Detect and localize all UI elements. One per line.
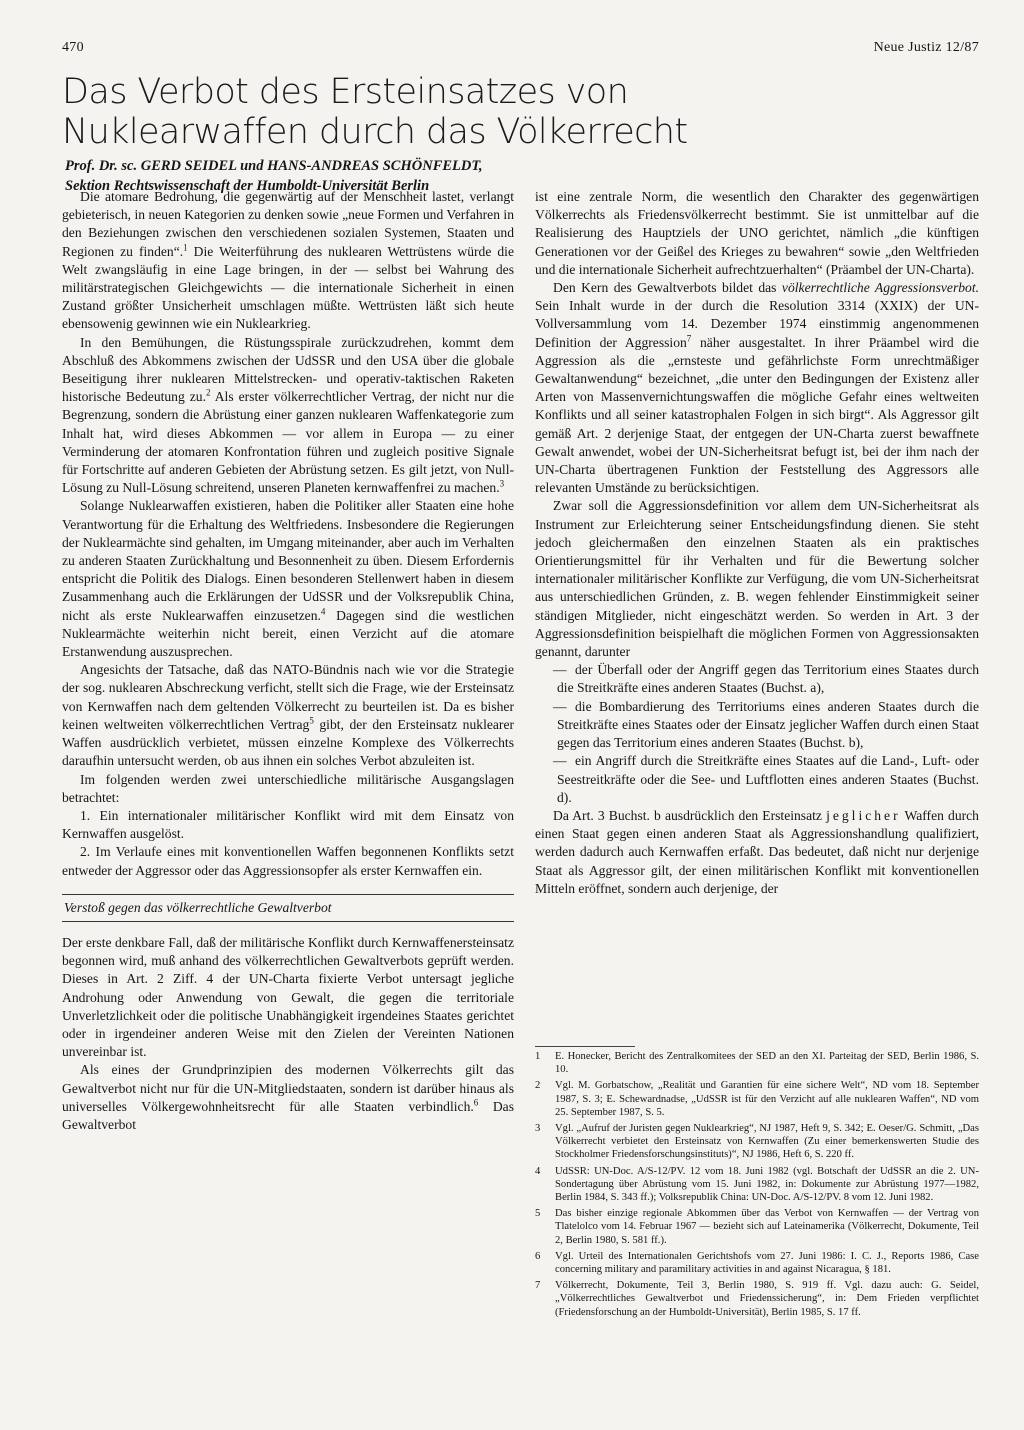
footnote-item: 3 Vgl. „Aufruf der Juristen gegen Nuklearkrieg“, NJ 1987, Heft 9, S. 342; E. Oeser/G. Schmitt, „Das Völkerrecht verbietet den Ersteinsatz von Kernwaffen (Zu einer bemerkenswerten Studie des Stockholmer Friedensforschungsinstituts)“, NJ 1986, Heft 6, S. 220 ff. xyxy=(535,1123,979,1161)
footnote-item: 1 E. Honecker, Bericht des Zentralkomitees der SED an den XI. Parteitag der SED, Berlin 1986, S. 10. xyxy=(535,1051,979,1076)
paragraph: Angesichts der Tatsache, daß das NATO-Bündnis nach wie vor die Strategie der sog. nuklearen Abschreckung verficht, stellt sich die Frage, wie der Ersteinsatz von Kernwaffen nach dem geltenden Völkerrecht zu beurteilen ist. Da es bisher keinen weltweiten völkerrechtlichen Vertrag$^5$ gibt, der den Ersteinsatz nuklearer Waffen ausdrücklich verbietet, müssen einzelne Komplexe des Völkerrechts daraufhin untersucht werden, ob aus ihnen ein solches Verbot abzuleiten ist. xyxy=(62,662,515,769)
list-item: 1. Ein internationaler militärischer Konflikt wird mit dem Einsatz von Kernwaffen ausgelöst. xyxy=(62,807,514,842)
paragraph: Da Art. 3 Buchst. b ausdrücklich den Ersteinsatz jeglicher Waffen durch einen Staat gegen einen anderen Staat als Aggressionshandlung qualifiziert, werden dadurch auch Kernwaffen erfaßt. Das bedeutet, daß nicht nur derjenige Staat als Aggressor gilt, der einen militärischen Konflikt mit konventionellen Mitteln eröffnet, sondern auch derjenige, der xyxy=(535,807,979,896)
paragraph: Als eines der Grundprinzipien des modernen Völkerrechts gilt das Gewaltverbot nicht nur für die UN-Mitgliedstaaten, sondern ist darüber hinaus als universelles Völkergewohnheitsrecht für alle Staaten verbindlich.$^6$ Das Gewaltverbot xyxy=(62,1062,514,1132)
footnote-divider xyxy=(535,1046,635,1047)
list-item: — ein Angriff durch die Streitkräfte eines Staates auf die Land-, Luft- oder Seestreitkräfte oder die See- und Luftflotten eines anderen Staates (Buchst. d). xyxy=(535,752,979,807)
paragraph: Solange Nuklearwaffen existieren, haben die Politiker aller Staaten eine hohe Verantwortung für die Erhaltung des Weltfriedens. Insbesondere die Regierungen der Nuklearmächte sind gehalten, im Umgang miteinander, aber auch im Verhalten zu anderen Staaten Zurückhaltung und Besonnenheit zu üben. Diesem Erfordernis entspricht die Politik des Dialogs. Einen besonderen Stellenwert haben in diesem Zusammenhang auch die Erklärungen der UdSSR und der Volksrepublik China, nicht als erste Nuklearwaffen einzusetzen.$^4$ Dagegen sind die westlichen Nuklearmächte weiterhin nicht bereit, einen Verzicht auf die atomare Erstanwendung auszusprechen. xyxy=(62,498,514,660)
article-title: Das Verbot des Ersteinsatzes von Nuklearwaffen durch das Völkerrecht xyxy=(62,72,688,152)
affiliation-line: Sektion Rechtswissenschaft der Humboldt-Universität Berlin xyxy=(65,178,430,194)
footnote-ref[interactable]: 4 xyxy=(320,606,326,617)
footnotes xyxy=(535,1050,979,1322)
paragraph: ist eine zentrale Norm, die wesentlich den Charakter des gegenwärtigen Völkerrechts als Friedensvölkerrecht bestimmt. Sie ist unmittelbar auf die Realisierung des Hauptziels der UNO gerichtet, nämlich „die künftigen Generationen vor der Geißel des Krieges zu bewahren“ sowie „den Weltfrieden und die internationale Sicherheit aufrechtzuerhalten“ (Präambel der UN-Charta). xyxy=(535,189,979,277)
list-item: 2. Im Verlaufe eines mit konventionellen Waffen begonnenen Konflikts setzt entweder der Aggressor oder das Aggressionsopfer als erster Kernwaffen ein. xyxy=(62,844,514,878)
footnote-item: 5 Das bisher einzige regionale Abkommen über das Verbot von Kernwaffen — der Vertrag von Tlatelolco vom 14. Februar 1967 — bezieht sich auf Lateinamerika (Völkerrecht, Dokumente, Teil 2, Berlin 1980, S. 581 ff.). xyxy=(535,1208,979,1246)
paragraph: Zwar soll die Aggressionsdefinition vor allem dem UN-Sicherheitsrat als Instrument zur Erleichterung seiner Entscheidungsfindung dienen. Sie steht jedoch gleichermaßen den einzelnen Staaten als ein praktisches Orientierungsmittel für ihr Verhalten und für die Bewertung solcher internationaler militärischer Konflikte zur Verfügung, die vom UN-Sicherheitsrat aus unterschiedlichen Gründen, z. B. wegen fehlender Einstimmigkeit seiner ständigen Mitglieder, nicht eingeschätzt werden. So werden in Art. 3 der Aggressionsdefinition beispielhaft die möglichen Formen von Aggressionsakten genannt, darunter xyxy=(535,498,979,660)
emphasis: völkerrechtliche Aggressionsverbot. xyxy=(781,280,980,296)
footnote-ref[interactable]: 5 xyxy=(309,715,314,726)
section-heading: Verstoß gegen das völkerrechtliche Gewaltverbot xyxy=(62,894,514,922)
footnote-ref[interactable]: 3 xyxy=(499,478,505,489)
paragraph: Im folgenden werden zwei unterschiedliche militärische Ausgangslagen betrachtet: xyxy=(62,771,514,805)
footnote-item: 2 Vgl. M. Gorbatschow, „Realität und Garantien für eine sichere Welt“, ND vom 18. September 1987, S. 3; E. Schewardnadse, „UdSSR ist für den Verzicht auf alle nuklearen Waffen“, ND vom 25. September 1987, S. 5. xyxy=(535,1080,979,1118)
journal-issue: Neue Justiz 12/87 xyxy=(873,40,979,55)
page-number: 470 xyxy=(62,40,84,55)
list-item: — der Überfall oder der Angriff gegen das Territorium eines Staates durch die Streitkräfte eines anderen Staates (Buchst. a), xyxy=(535,661,979,697)
footnote-ref[interactable]: 2 xyxy=(206,387,211,398)
paragraph: In den Bemühungen, die Rüstungsspirale zurückzudrehen, kommt dem Abschluß des Abkommens zwischen der UdSSR und den USA über die globale Beseitigung ihrer nuklearen Mittelstrecken- und operativ-taktischen Raketen historische Bedeutung zu.$^2$ Als erster völkerrechtlicher Vertrag, der nicht nur die Begrenzung, sondern die Abrüstung einer ganzen nuklearen Waffenkategorie zum Inhalt hat, wird dieses Abkommen — vor allem in Europa — zu einer Verminderung der atomaren Konfrontation führen und zugleich positive Signale für Fortschritte auf anderen Gebieten der Abrüstung setzen. Es gilt jetzt, von Null-Lösung zu Null-Lösung schreitend, unseren Planeten kernwaffenfrei zu machen.$^3$ xyxy=(62,334,514,496)
left-column xyxy=(62,188,514,1134)
footnote-item: 4 UdSSR: UN-Doc. A/S-12/PV. 12 vom 18. Juni 1982 (vgl. Botschaft der UdSSR an die 2. UN-Sondertagung über Abrüstung vom 15. Juni 1982, in: Dokumente zur Abrüstung 1977—1982, Berlin 1984, S. 343 ff.); Volksrepublik China: UN-Doc. A/S-12/PV. 8 vom 12. Juni 1982. xyxy=(535,1165,979,1204)
footnote-ref[interactable]: 7 xyxy=(686,333,692,344)
paragraph: Der erste denkbare Fall, daß der militärische Konflikt durch Kernwaffenersteinsatz begonnen wird, muß anhand des völkerrechtlichen Gewaltverbots geprüft werden. Dieses in Art. 2 Ziff. 4 der UN-Charta fixierte Verbot untersagt jegliche Androhung oder Anwendung von Gewalt, die gegen die territoriale Unverletzlichkeit oder die politische Unabhängigkeit irgendeines Staates gerichtet oder in irgendeiner anderen Weise mit den Zielen der Vereinten Nationen unvereinbar ist. xyxy=(62,934,514,1060)
paragraph: Den Kern des Gewaltverbots bildet das völkerrechtliche Aggressionsverbot. Sein Inhalt wurde in der durch die Resolution 3314 (XXIX) der UN-Vollversammlung vom 14. Dezember 1974 einstimmig angenommenen Definition der Aggression$^7$ näher ausgestaltet. In ihrer Präambel wird die Aggression als die „ernsteste und gefährlichste Form unrechtmäßiger Gewaltanwendung“ bezeichnet, „die unter den Bedingungen der Existenz aller Arten von Massenvernichtungswaffen die mögliche Gefahr eines weltweiten Konflikts und all seiner katastrophalen Folgen in sich birgt“. Als Aggressor gilt gemäß Art. 2 derjenige Staat, der entgegen der UN-Charta zuerst bewaffnete Gewalt anwendet, wobei der UN-Sicherheitsrat befugt ist, bei der ihm nach der UN-Charta übertragenen Funktion der Feststellung des Aggressors alle relevanten Umstände zu berücksichtigen. xyxy=(535,280,980,496)
footnote-item: 6 Vgl. Urteil des Internationalen Gerichtshofs vom 27. Juni 1986: I. C. J., Reports 1986, Case concerning military and paramilitary activities in and against Nicaragua, § 181. xyxy=(535,1250,979,1276)
paragraph: Die atomare Bedrohung, die gegenwärtig auf der Menschheit lastet, verlangt gebieterisch, in neuen Kategorien zu denken sowie „neue Formen und Verfahren in den Beziehungen zwischen den verschiedenen sozialen Systemen, Staaten und Regionen zu finden“.$^1$ Die Weiterführung des nuklearen Wettrüstens würde die Welt zwangsläufig in eine Lage bringen, in der — selbst bei Wahrung des militärstrategischen Gleichgewichts — die internationale Sicherheit in einen Zustand größter Unsicherheit umschlagen müßte. Wettrüsten läßt sich heute ebensowenig gewinnen wie ein Nuklearkrieg. xyxy=(62,189,514,332)
footnote-ref[interactable]: 1 xyxy=(183,242,188,253)
spaced-emphasis: jeglicher xyxy=(826,807,901,823)
footnote-ref[interactable]: 6 xyxy=(473,1097,479,1108)
footnote-item: 7 Völkerrecht, Dokumente, Teil 3, Berlin 1980, S. 919 ff. Vgl. dazu auch: G. Seidel, „Völkerrechtliches Gewaltverbot und Friedenssicherung“, in: Dem Frieden verpflichtet (Friedensforschung an der Humboldt-Universität), Berlin 1985, S. 17 ff. xyxy=(535,1280,979,1318)
right-column xyxy=(535,188,979,898)
list-item: — die Bombardierung des Territoriums eines anderen Staates durch die Streitkräfte eines Staates oder der Einsatz jeglicher Waffen durch einen Staat gegen das Territorium eines anderen Staates (Buchst. b), xyxy=(535,698,979,753)
authors-line: Prof. Dr. sc. GERD SEIDEL und HANS-ANDREAS SCHÖNFELDT, xyxy=(65,158,483,174)
